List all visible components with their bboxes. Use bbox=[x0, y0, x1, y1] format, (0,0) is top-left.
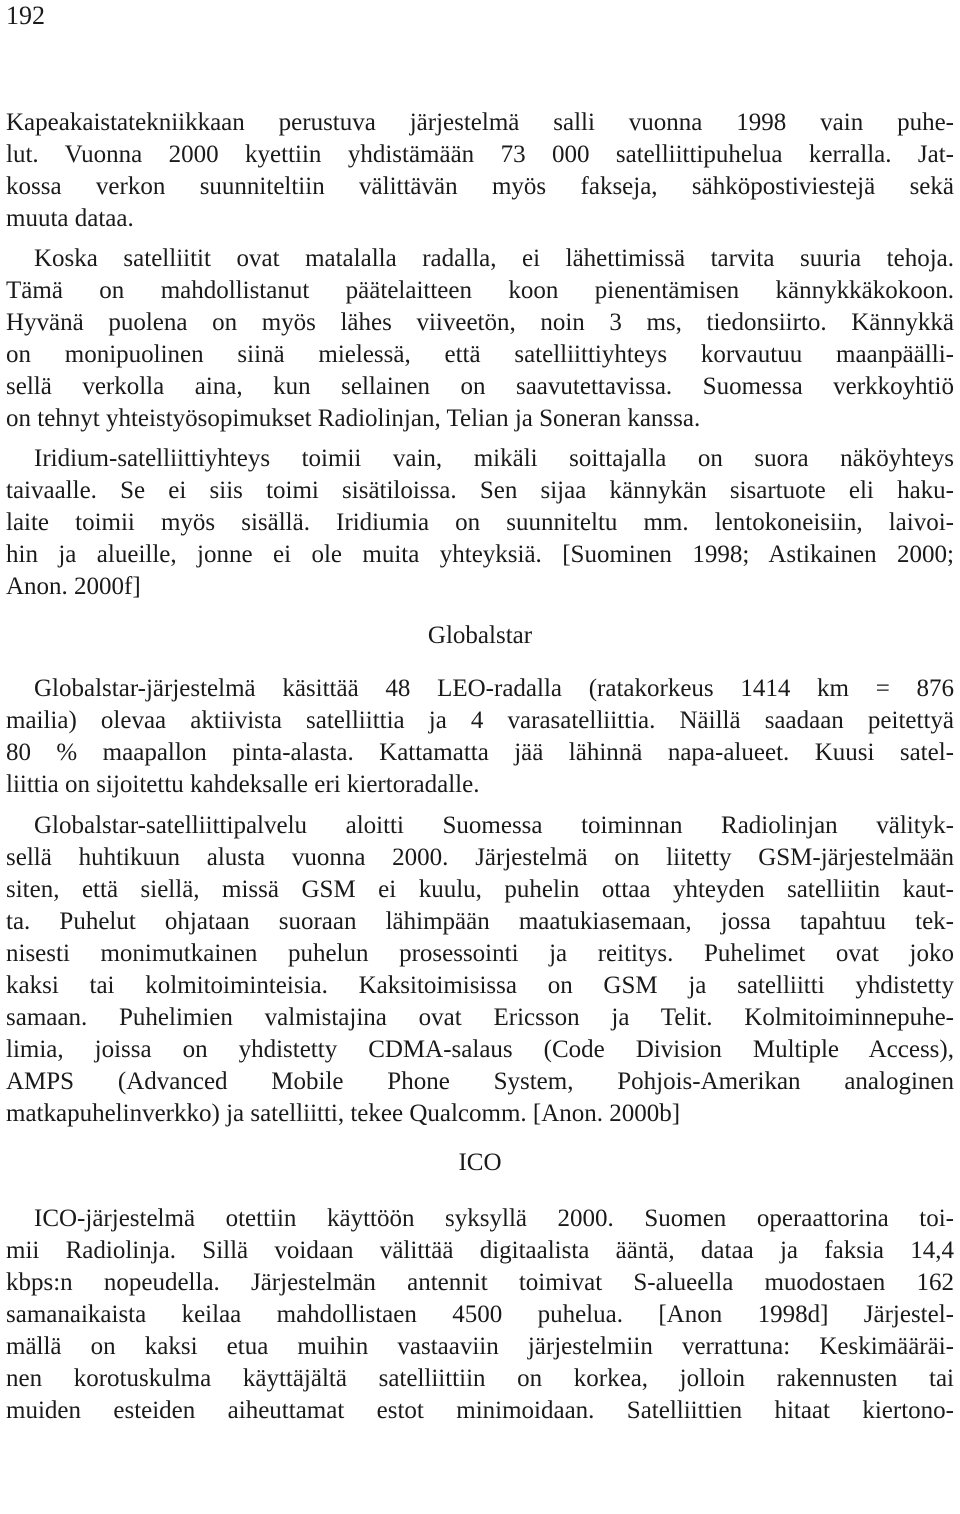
text-line: sellä huhtikuun alusta vuonna 2000. Järjestelmä on liitetty GSM-järjestelmään bbox=[6, 844, 954, 871]
text-line: laite toimii myös sisällä. Iridiumia on suunniteltu mm. lentokoneisiin, laivoi- bbox=[6, 509, 954, 536]
text-line: kossa verkon suunniteltiin välittävän myös fakseja, sähköpostiviestejä sekä bbox=[6, 173, 954, 200]
text-line: Tämä on mahdollistanut päätelaitteen koon pienentämisen kännykkäkokoon. bbox=[6, 277, 954, 304]
section-heading-globalstar: Globalstar bbox=[427, 622, 533, 649]
text-line: muuta dataa. bbox=[6, 205, 134, 232]
text-line: Hyvänä puolena on myös lähes viiveetön, noin 3 ms, tiedonsiirto. Kännykkä bbox=[6, 309, 954, 336]
text-line: lut. Vuonna 2000 kyettiin yhdistämään 73 000 satelliittipuhelua kerralla. Jat- bbox=[6, 141, 954, 168]
text-line: on tehnyt yhteistyösopimukset Radiolinjan, Telian ja Soneran kanssa. bbox=[6, 405, 701, 432]
text-line: ta. Puhelut ohjataan suoraan lähimpään maatukiasemaan, jossa tapahtuu tek- bbox=[6, 908, 954, 935]
text-line: hin ja alueille, jonne ei ole muita yhteyksiä. [Suominen 1998; Astikainen 2000; bbox=[6, 541, 954, 568]
text-line: kbps:n nopeudella. Järjestelmän antennit toimivat S-alueella muodostaen 162 bbox=[6, 1269, 954, 1296]
page-number: 192 bbox=[6, 1, 45, 30]
text-line: nisesti monimutkainen puhelun prosessointi ja reititys. Puhelimet ovat joko bbox=[6, 940, 954, 967]
text-line: ICO-järjestelmä otettiin käyttöön syksyllä 2000. Suomen operaattorina toi- bbox=[34, 1205, 954, 1232]
text-line: 80 % maapallon pinta-alasta. Kattamatta jää lähinnä napa-alueet. Kuusi satel- bbox=[6, 739, 954, 766]
text-line: siten, että siellä, missä GSM ei kuulu, puhelin ottaa yhteyden satelliitin kaut- bbox=[6, 876, 954, 903]
text-line: AMPS (Advanced Mobile Phone System, Pohjois-Amerikan analoginen bbox=[6, 1068, 954, 1095]
text-line: Kapeakaistatekniikkaan perustuva järjestelmä salli vuonna 1998 vain puhe- bbox=[6, 109, 954, 136]
text-line: nen korotuskulma käyttäjältä satelliittiin on korkea, jolloin rakennusten tai bbox=[6, 1365, 954, 1392]
text-line: Iridium-satelliittiyhteys toimii vain, mikäli soittajalla on suora näköyhteys bbox=[34, 445, 954, 472]
text-line: on monipuolinen siinä mielessä, että satelliittiyhteys korvautuu maanpäälli- bbox=[6, 341, 954, 368]
text-line: mii Radiolinja. Sillä voidaan välittää digitaalista ääntä, dataa ja faksia 14,4 bbox=[6, 1237, 954, 1264]
text-line: liittia on sijoitettu kahdeksalle eri kiertoradalle. bbox=[6, 771, 480, 798]
text-line: kaksi tai kolmitoiminteisia. Kaksitoimisissa on GSM ja satelliitti yhdistetty bbox=[6, 972, 954, 999]
text-line: mailia) olevaa aktiivista satelliittia ja 4 varasatelliittia. Näillä saadaan peitettyä bbox=[6, 707, 954, 734]
text-line: Koska satelliitit ovat matalalla radalla, ei lähettimissä tarvita suuria tehoja. bbox=[34, 245, 954, 272]
text-line: Globalstar-järjestelmä käsittää 48 LEO-radalla (ratakorkeus 1414 km = 876 bbox=[34, 675, 954, 702]
text-line: samanaikaista keilaa mahdollistaen 4500 puhelua. [Anon 1998d] Järjestel- bbox=[6, 1301, 954, 1328]
text-line: taivaalle. Se ei siis toimi sisätiloissa. Sen sijaa kännykän sisartuote eli haku- bbox=[6, 477, 954, 504]
text-line: samaan. Puhelimien valmistajina ovat Ericsson ja Telit. Kolmitoiminnepuhe- bbox=[6, 1004, 954, 1031]
section-heading-ico: ICO bbox=[458, 1149, 502, 1176]
text-line: muiden esteiden aiheuttamat estot minimoidaan. Satelliittien hitaat kiertono- bbox=[6, 1397, 954, 1424]
text-line: Anon. 2000f] bbox=[6, 573, 141, 600]
text-line: limia, joissa on yhdistetty CDMA-salaus (Code Division Multiple Access), bbox=[6, 1036, 954, 1063]
text-line: sellä verkolla aina, kun sellainen on saavutettavissa. Suomessa verkkoyhtiö bbox=[6, 373, 954, 400]
text-line: mällä on kaksi etua muihin vastaaviin järjestelmiin verrattuna: Keskimääräi- bbox=[6, 1333, 954, 1360]
text-line: matkapuhelinverkko) ja satelliitti, tekee Qualcomm. [Anon. 2000b] bbox=[6, 1100, 681, 1127]
text-line: Globalstar-satelliittipalvelu aloitti Suomessa toiminnan Radiolinjan välityk- bbox=[34, 812, 954, 839]
